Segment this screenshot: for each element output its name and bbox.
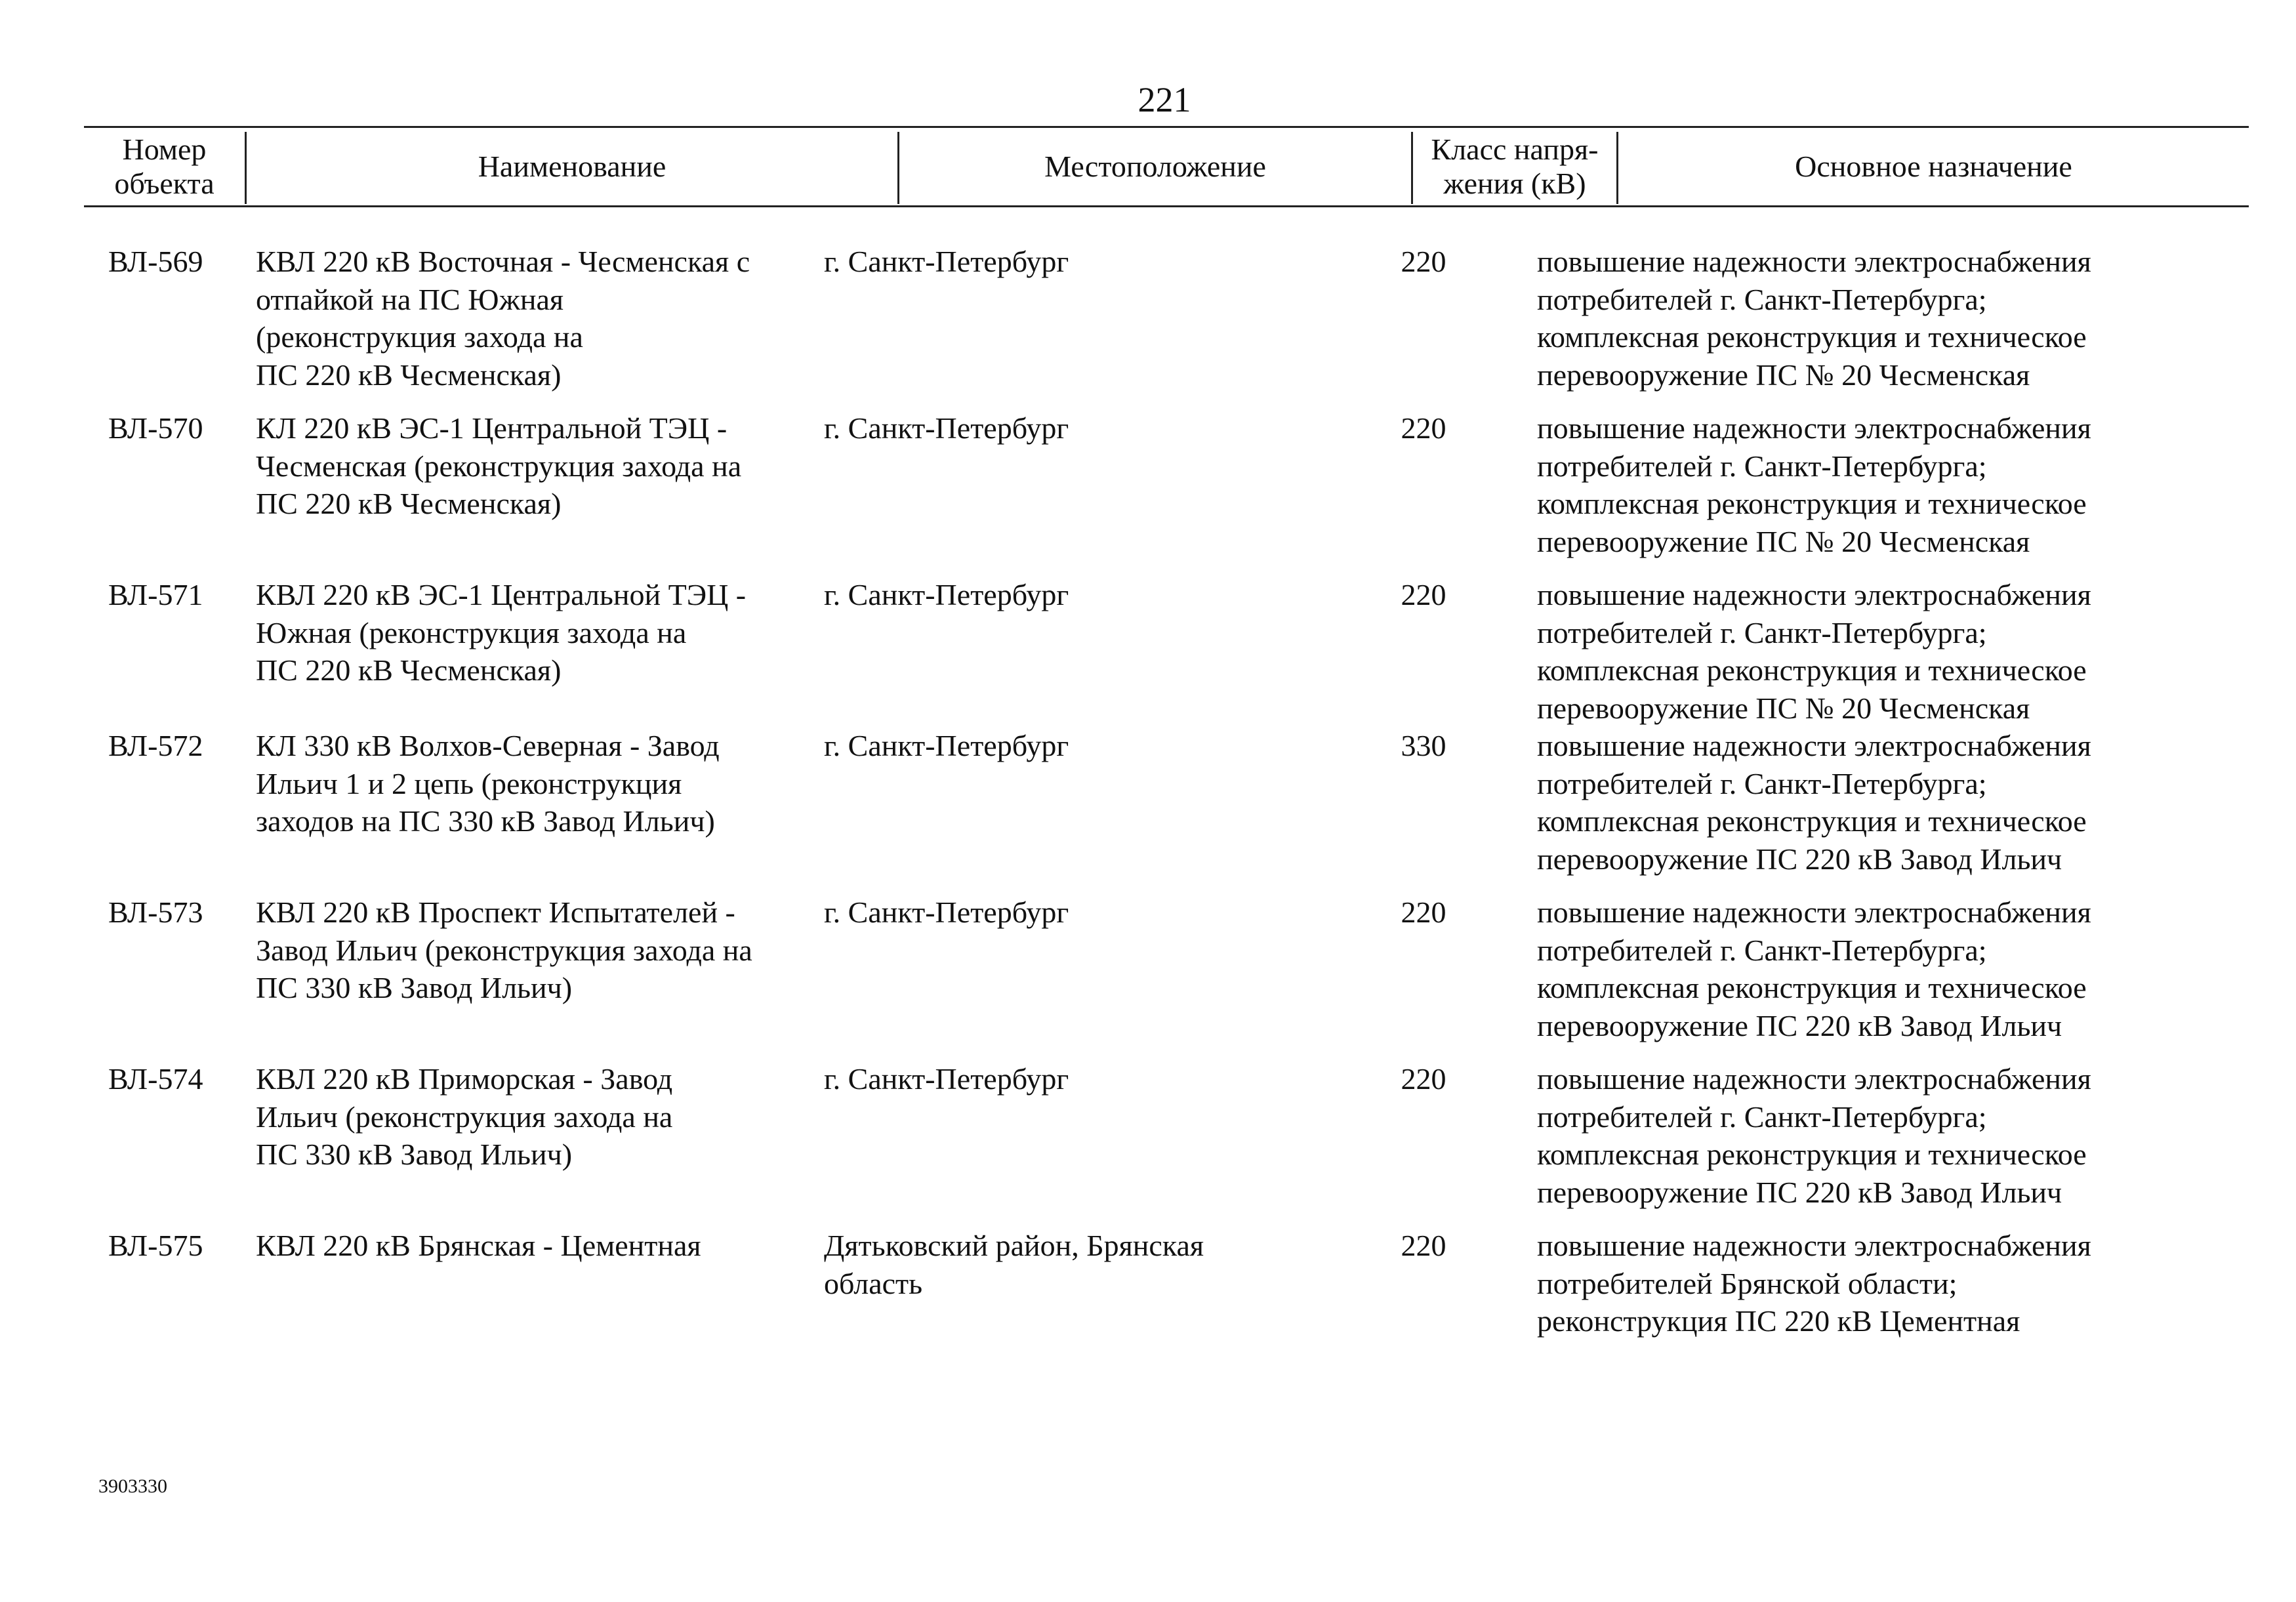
table-header: [84, 126, 2249, 207]
object-name: КВЛ 220 кВ Проспект Испытателей - Завод Ильич (реконструкция захода на ПС 330 кВ Завод Ильич): [256, 895, 752, 1004]
object-number: ВЛ-569: [108, 245, 203, 278]
object-voltage: 330: [1401, 729, 1446, 762]
object-name: КЛ 220 кВ ЭС-1 Центральной ТЭЦ - Чесменская (реконструкция захода на ПС 220 кВ Чесменская): [256, 411, 742, 520]
object-voltage: 220: [1401, 245, 1446, 278]
object-voltage: 220: [1401, 578, 1446, 611]
object-number: ВЛ-575: [108, 1229, 203, 1262]
object-purpose: повышение надежности электроснабжения потребителей г. Санкт-Петербурга; комплексная реконструкция и техническое перевооружение ПС 220 кВ Завод Ильич: [1537, 895, 2091, 1042]
object-name: КВЛ 220 кВ ЭС-1 Центральной ТЭЦ - Южная (реконструкция захода на ПС 220 кВ Чесменская): [256, 578, 747, 687]
object-voltage: 220: [1401, 895, 1446, 929]
object-number: ВЛ-570: [108, 411, 203, 445]
object-location: г. Санкт-Петербург: [824, 895, 1069, 929]
object-number: ВЛ-574: [108, 1062, 203, 1096]
header-location: Местоположение: [1044, 150, 1266, 183]
header-purpose: Основное назначение: [1795, 150, 2072, 183]
object-location: г. Санкт-Петербург: [824, 1062, 1069, 1096]
object-number: ВЛ-573: [108, 895, 203, 929]
object-purpose: повышение надежности электроснабжения потребителей г. Санкт-Петербурга; комплексная реконструкция и техническое перевооружение ПС № 20 Чесменская: [1537, 245, 2091, 392]
object-purpose: повышение надежности электроснабжения потребителей г. Санкт-Петербурга; комплексная реконструкция и техническое перевооружение ПС № 20 Чесменская: [1537, 578, 2091, 725]
object-name: КВЛ 220 кВ Восточная - Чесменская с отпайкой на ПС Южная (реконструкция захода на ПС 220 кВ Чесменская): [256, 245, 750, 392]
object-location: Дятьковский район, Брянская область: [824, 1229, 1204, 1300]
object-name: КЛ 330 кВ Волхов-Северная - Завод Ильич 1 и 2 цепь (реконструкция заходов на ПС 330 кВ Завод Ильич): [256, 729, 720, 838]
object-location: г. Санкт-Петербург: [824, 729, 1069, 762]
object-number: ВЛ-572: [108, 729, 203, 762]
object-name: КВЛ 220 кВ Приморская - Завод Ильич (реконструкция захода на ПС 330 кВ Завод Ильич): [256, 1062, 673, 1171]
document-code: 3903330: [98, 1475, 167, 1497]
object-purpose: повышение надежности электроснабжения потребителей г. Санкт-Петербурга; комплексная реконструкция и техническое перевооружение ПС № 20 Чесменская: [1537, 411, 2091, 558]
object-purpose: повышение надежности электроснабжения потребителей Брянской области; реконструкция ПС 220 кВ Цементная: [1537, 1229, 2091, 1338]
object-number: ВЛ-571: [108, 578, 203, 611]
object-name: КВЛ 220 кВ Брянская - Цементная: [256, 1229, 701, 1262]
object-purpose: повышение надежности электроснабжения потребителей г. Санкт-Петербурга; комплексная реконструкция и техническое перевооружение ПС 220 кВ Завод Ильич: [1537, 1062, 2091, 1209]
object-voltage: 220: [1401, 411, 1446, 445]
object-purpose: повышение надежности электроснабжения потребителей г. Санкт-Петербурга; комплексная реконструкция и техническое перевооружение ПС 220 кВ Завод Ильич: [1537, 729, 2091, 876]
page-number: 221: [1138, 80, 1191, 119]
object-location: г. Санкт-Петербург: [824, 411, 1069, 445]
object-location: г. Санкт-Петербург: [824, 578, 1069, 611]
object-voltage: 220: [1401, 1062, 1446, 1096]
header-object-number: Номер объекта: [114, 133, 215, 200]
header-voltage-class: Класс напря- жения (кВ): [1431, 133, 1599, 200]
header-name: Наименование: [478, 150, 666, 183]
object-location: г. Санкт-Петербург: [824, 245, 1069, 278]
object-voltage: 220: [1401, 1229, 1446, 1262]
